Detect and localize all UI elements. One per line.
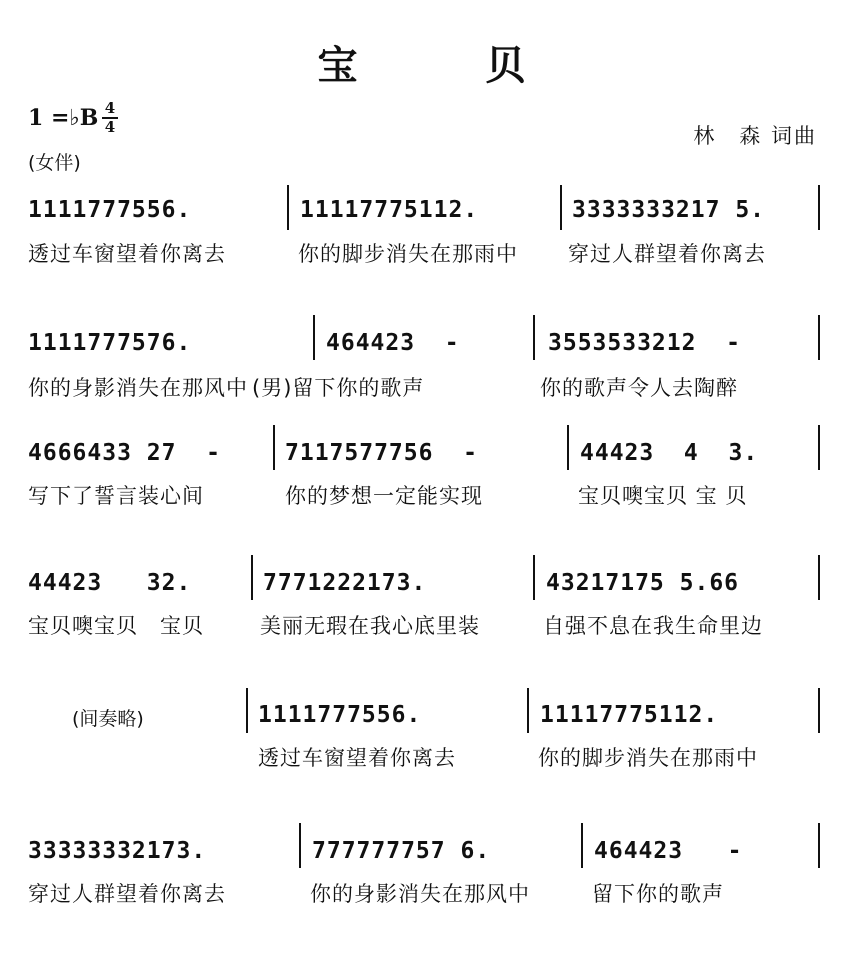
barline xyxy=(818,555,820,600)
row3-lyrics-2: 你的梦想一定能实现 xyxy=(285,484,483,508)
row3-bar1-notes: 4666433 27 - xyxy=(28,440,222,466)
barline xyxy=(560,185,562,230)
time-signature-top: 4 xyxy=(104,99,116,117)
row2-bar3-notes: 3553533212 - xyxy=(548,330,742,356)
barline xyxy=(313,315,315,360)
row4-lyrics-2: 美丽无瑕在我心底里装 xyxy=(260,614,480,638)
row6-bar2-notes: 777777757 6. xyxy=(312,838,491,864)
row1-bar3-notes: 3333333217 5. xyxy=(572,197,766,223)
barline xyxy=(567,425,569,470)
row6-lyrics-1: 穿过人群望着你离去 xyxy=(28,882,226,906)
row2-lyrics-3: 你的歌声令人去陶醉 xyxy=(540,376,738,400)
barline xyxy=(273,425,275,470)
composer-credit: 林 森 词曲 xyxy=(693,124,817,148)
time-signature xyxy=(100,100,120,136)
row2-bar2-notes: 464423 - xyxy=(326,330,460,356)
row6-bar1-notes: 33333332173. xyxy=(28,838,207,864)
row2-bar1-notes: 1111777576. xyxy=(28,330,192,356)
row4-lyrics-3: 自强不息在我生命里边 xyxy=(543,614,763,638)
row3-bar2-notes: 7117577756 - xyxy=(285,440,479,466)
row6-lyrics-2: 你的身影消失在那风中 xyxy=(310,882,530,906)
barline xyxy=(818,185,820,230)
barline xyxy=(246,688,248,733)
female-accompaniment-label: (女伴) xyxy=(28,152,81,174)
row1-lyrics-3: 穿过人群望着你离去 xyxy=(568,242,766,266)
barline xyxy=(251,555,253,600)
row6-bar3-notes: 464423 - xyxy=(594,838,743,864)
row1-lyrics-1: 透过车窗望着你离去 xyxy=(28,242,226,266)
barline xyxy=(818,425,820,470)
key-signature: 1 =♭B xyxy=(28,105,99,131)
row1-bar1-notes: 1111777556. xyxy=(28,197,192,223)
barline xyxy=(818,315,820,360)
row6-lyrics-3: 留下你的歌声 xyxy=(592,882,724,906)
row3-bar3-notes: 44423 4 3. xyxy=(580,440,759,466)
barline xyxy=(533,555,535,600)
row1-bar2-notes: 11117775112. xyxy=(300,197,479,223)
song-title: 宝 贝 xyxy=(317,43,528,89)
row2-lyrics-2: (男)留下你的歌声 xyxy=(252,376,425,400)
barline xyxy=(818,688,820,733)
barline xyxy=(581,823,583,868)
row4-lyrics-1: 宝贝噢宝贝 宝贝 xyxy=(28,614,204,638)
barline xyxy=(533,315,535,360)
row4-bar2-notes: 7771222173. xyxy=(263,570,427,596)
row3-lyrics-1: 写下了誓言装心间 xyxy=(28,484,204,508)
row3-lyrics-3: 宝贝噢宝贝 宝 贝 xyxy=(578,484,748,508)
row1-lyrics-2: 你的脚步消失在那雨中 xyxy=(298,242,518,266)
row5-lyrics-2: 你的脚步消失在那雨中 xyxy=(538,746,758,770)
barline xyxy=(287,185,289,230)
row5-lyrics-1: 透过车窗望着你离去 xyxy=(258,746,456,770)
barline xyxy=(527,688,529,733)
barline xyxy=(818,823,820,868)
row5-bar1-notes: 1111777556. xyxy=(258,702,422,728)
row4-bar3-notes: 43217175 5.66 xyxy=(546,570,740,596)
row4-bar1-notes: 44423 32. xyxy=(28,570,192,596)
row2-lyrics-1: 你的身影消失在那风中 xyxy=(28,376,248,400)
barline xyxy=(299,823,301,868)
interlude-label: (间奏略) xyxy=(72,708,144,730)
row5-bar2-notes: 11117775112. xyxy=(540,702,719,728)
time-signature-bottom: 4 xyxy=(104,118,116,136)
